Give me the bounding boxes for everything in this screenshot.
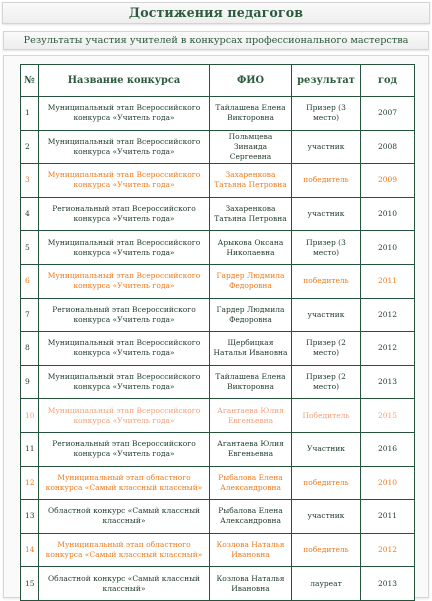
- column-header-year: год: [361, 65, 415, 97]
- teacher-name-cell: Агантаева Юлия Евгеньевна: [210, 399, 292, 433]
- result-cell: участник: [292, 500, 361, 534]
- contest-name-cell: Региональный этап Всероссийского конкурса »Учитель года»: [39, 197, 210, 231]
- contest-name-cell: Муниципальный этап Всероссийского конкурса «Учитель года»: [39, 399, 210, 433]
- table-frame: [3, 55, 429, 598]
- contest-name-cell: Муниципальный этап Всероссийского конкурса «Учитель года»: [39, 164, 210, 198]
- teacher-name-cell: Щербицкая Наталья Ивановна: [210, 332, 292, 366]
- result-cell: Победитель: [292, 399, 361, 433]
- result-cell: Участник: [292, 432, 361, 466]
- teacher-name-cell: Агантаева Юлия Евгеньевна: [210, 432, 292, 466]
- year-cell: 2013: [361, 365, 415, 399]
- table-header-row: [21, 65, 415, 97]
- teacher-name-cell: Рыбалова Елена Александровна: [210, 500, 292, 534]
- contest-name-cell: Муниципальный этап областного конкурса «Самый классный классный»: [39, 466, 210, 500]
- table-row: [21, 567, 415, 601]
- table-row: [21, 298, 415, 332]
- table-row: [21, 97, 415, 131]
- teacher-name-cell: Тайлашева Елена Викторовна: [210, 97, 292, 131]
- table-row: [21, 466, 415, 500]
- table-row: [21, 130, 415, 164]
- year-cell: 2015: [361, 399, 415, 433]
- teacher-name-cell: Польмцева Зинаида Сергеевна: [210, 130, 292, 164]
- table-row: [21, 533, 415, 567]
- result-cell: лауреат: [292, 567, 361, 601]
- teacher-name-cell: Козлова Наталья Ивановна: [210, 533, 292, 567]
- teacher-name-cell: Захаренкова Татьяна Петровна: [210, 164, 292, 198]
- year-cell: 2013: [361, 567, 415, 601]
- contest-name-cell: Муниципальный этап Всероссийского конкурса «Учитель года»: [39, 264, 210, 298]
- row-number-cell: 9: [21, 365, 39, 399]
- teacher-name-cell: Козлова Наталья Ивановна: [210, 567, 292, 601]
- page-title-banner: [2, 2, 430, 24]
- result-cell: победитель: [292, 164, 361, 198]
- teacher-name-cell: Тайлашева Елена Викторовна: [210, 365, 292, 399]
- row-number-cell: 13: [21, 500, 39, 534]
- contest-name-cell: Областной конкурс «Самый классный классный»: [39, 567, 210, 601]
- year-cell: 2010: [361, 197, 415, 231]
- contest-name-cell: Муниципальный этап Всероссийского конкурса «Учитель года»: [39, 365, 210, 399]
- contest-name-cell: Муниципальный этап Всероссийского конкурса «Учитель года»: [39, 97, 210, 131]
- result-cell: победитель: [292, 533, 361, 567]
- row-number-cell: 15: [21, 567, 39, 601]
- result-cell: победитель: [292, 466, 361, 500]
- table-row: [21, 432, 415, 466]
- row-number-cell: 3: [21, 164, 39, 198]
- row-number-cell: 1: [21, 97, 39, 131]
- year-cell: 2016: [361, 432, 415, 466]
- achievements-table: [20, 64, 415, 601]
- page-subtitle: Результаты участия учителей в конкурсах профессионального мастерства: [23, 35, 409, 46]
- teacher-name-cell: Захаренкова Татьяна Петровна: [210, 197, 292, 231]
- contest-name-cell: Региональный этап Всероссийского конкурса «Учитель года»: [39, 298, 210, 332]
- result-cell: Призер (3 место): [292, 97, 361, 131]
- contest-name-cell: Областной конкурс «Самый классный классный»: [39, 500, 210, 534]
- table-body: [21, 97, 415, 601]
- year-cell: 2008: [361, 130, 415, 164]
- column-header-name: ФИО: [210, 65, 292, 97]
- contest-name-cell: Муниципальный этап Всероссийского конкурса «Учитель года»: [39, 231, 210, 265]
- table-row: [21, 231, 415, 265]
- row-number-cell: 6: [21, 264, 39, 298]
- row-number-cell: 14: [21, 533, 39, 567]
- row-number-cell: 11: [21, 432, 39, 466]
- result-cell: победитель: [292, 264, 361, 298]
- result-cell: Призер (2 место): [292, 332, 361, 366]
- year-cell: 2012: [361, 332, 415, 366]
- row-number-cell: 2: [21, 130, 39, 164]
- year-cell: 2011: [361, 264, 415, 298]
- result-cell: участник: [292, 130, 361, 164]
- row-number-cell: 5: [21, 231, 39, 265]
- teacher-name-cell: Гардер Людмила Федоровна: [210, 264, 292, 298]
- row-number-cell: 8: [21, 332, 39, 366]
- table-row: [21, 164, 415, 198]
- result-cell: участник: [292, 197, 361, 231]
- page-title: Достижения педагогов: [128, 5, 304, 20]
- contest-name-cell: Муниципальный этап областного конкурса «Самый классный классный»: [39, 533, 210, 567]
- table-row: [21, 197, 415, 231]
- teacher-name-cell: Рыбалова Елена Александровна: [210, 466, 292, 500]
- result-cell: Призер (3 место): [292, 231, 361, 265]
- contest-name-cell: Муниципальный этап Всероссийского конкурса «Учитель года»: [39, 130, 210, 164]
- row-number-cell: 10: [21, 399, 39, 433]
- year-cell: 2010: [361, 231, 415, 265]
- row-number-cell: 7: [21, 298, 39, 332]
- contest-name-cell: Муниципальный этап Всероссийского конкурса «Учитель года»: [39, 332, 210, 366]
- year-cell: 2012: [361, 298, 415, 332]
- year-cell: 2009: [361, 164, 415, 198]
- column-header-result: результат: [292, 65, 361, 97]
- table-row: [21, 332, 415, 366]
- teacher-name-cell: Гардер Людмила Федоровна: [210, 298, 292, 332]
- row-number-cell: 4: [21, 197, 39, 231]
- year-cell: 2010: [361, 466, 415, 500]
- table-row: [21, 399, 415, 433]
- table-row: [21, 365, 415, 399]
- contest-name-cell: Региональный этап Всероссийского конкурса «Учитель года»: [39, 432, 210, 466]
- teacher-name-cell: Арыкова Оксана Николаевна: [210, 231, 292, 265]
- column-header-number: №: [21, 65, 39, 97]
- row-number-cell: 12: [21, 466, 39, 500]
- table-row: [21, 264, 415, 298]
- result-cell: участник: [292, 298, 361, 332]
- year-cell: 2012: [361, 533, 415, 567]
- result-cell: Призер (2 место): [292, 365, 361, 399]
- year-cell: 2007: [361, 97, 415, 131]
- table-row: [21, 500, 415, 534]
- column-header-contest: Название конкурса: [39, 65, 210, 97]
- year-cell: 2011: [361, 500, 415, 534]
- subtitle-banner: [3, 31, 429, 50]
